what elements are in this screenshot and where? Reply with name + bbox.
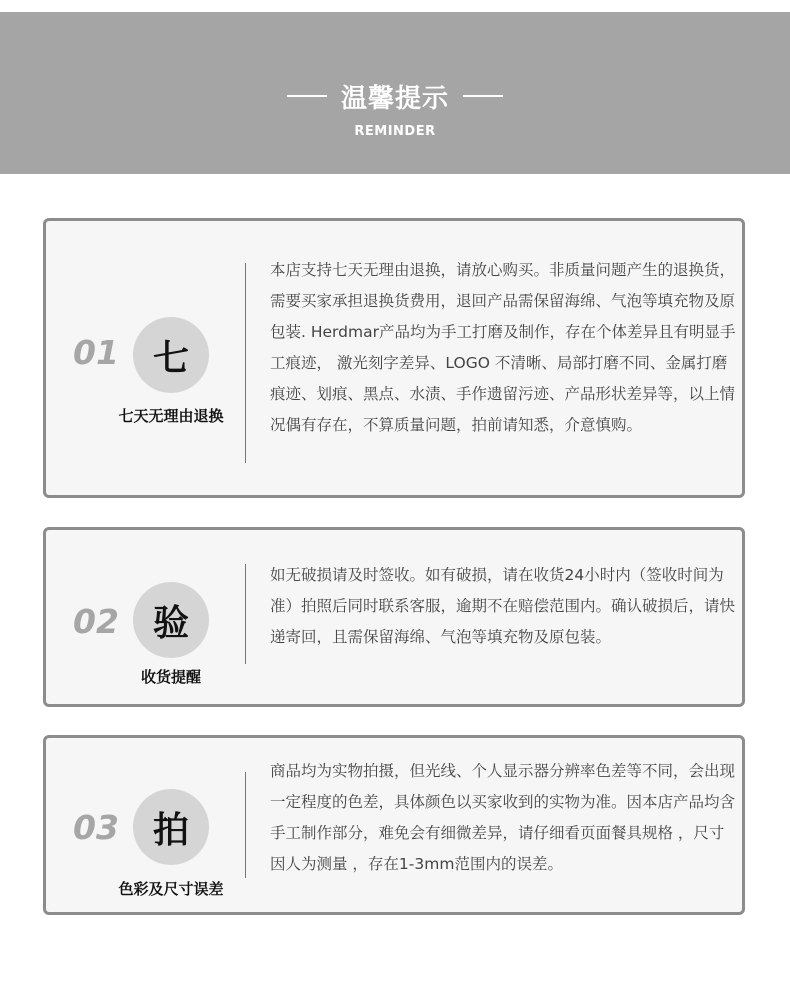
card-number: 02 <box>73 602 119 641</box>
header-title-row <box>0 74 790 118</box>
card-divider <box>245 564 246 664</box>
card-divider <box>245 263 246 463</box>
notice-card-color-size <box>43 735 745 915</box>
card-body-text: 如无破损请及时签收。如有破损，请在收货24小时内（签收时间为准）拍照后同时联系客服，逾期不在赔偿范围内。确认破损后，请快递寄回，且需保留海绵、气泡等填充物及原包装。 <box>270 566 736 646</box>
card-caption: 收货提醒 <box>140 668 201 686</box>
card-number: 03 <box>73 808 119 847</box>
notice-card-delivery <box>43 527 745 707</box>
header-right-rule <box>463 95 503 97</box>
header-left-rule <box>287 95 327 97</box>
card-body-text: 本店支持七天无理由退换，请放心购买。非质量问题产生的退换货，需要买家承担退换货费用，退回产品需保留海绵、气泡等填充物及原包装. Herdmar产品均为手工打磨及制作，存在个体差异且有明显手工痕迹， 激光刻字差异、LOGO 不清晰、局部打磨不同、金属打磨痕迹、划痕、黑点、水渍、手作遗留污迹、产品形状差异等，以上情况偶有存在，不算质量问题，拍前请知悉，介意慎购。 <box>270 261 736 434</box>
card-caption: 七天无理由退换 <box>118 407 224 425</box>
page-subtitle: REMINDER <box>354 124 436 139</box>
card-glyph-badge: 拍 <box>133 789 209 865</box>
card-caption: 色彩及尺寸误差 <box>118 880 224 898</box>
card-divider <box>245 772 246 878</box>
page-title: 温馨提示 <box>340 83 449 114</box>
reminder-header <box>0 12 790 174</box>
card-body-text: 商品均为实物拍摄，但光线、个人显示器分辨率色差等不同，会出现一定程度的色差，具体颜色以买家收到的实物为准。因本店产品均含手工制作部分，难免会有细微差异，请仔细看页面餐具规格 ，尺寸因人为测量 ，存在1-3mm范围内的误差。 <box>270 762 736 873</box>
card-glyph-badge: 验 <box>133 582 209 658</box>
notice-card-returns <box>43 218 745 498</box>
card-glyph-badge: 七 <box>133 317 209 393</box>
card-number: 01 <box>73 333 119 372</box>
